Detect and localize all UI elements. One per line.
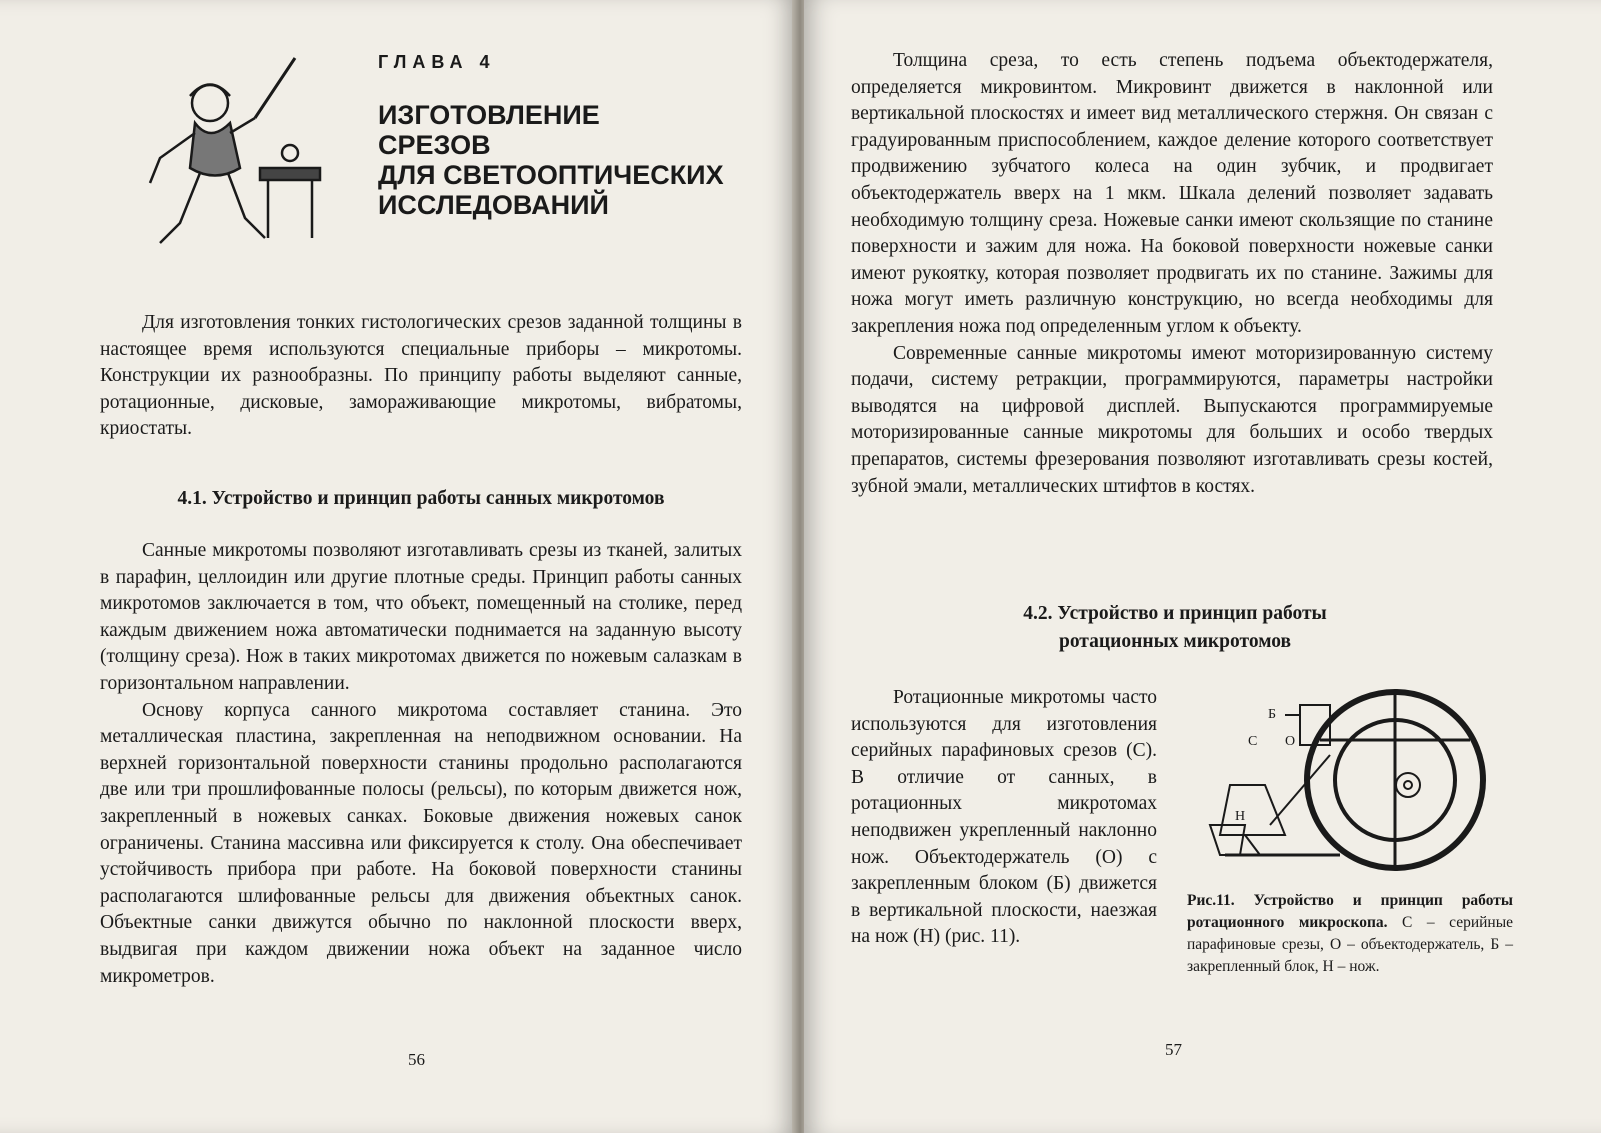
paragraph: Современные санные микротомы имеют моторизированную систему подачи, систему ретракции, программируются, параметры настройки выводятся на цифровой дисплей. Выпускаются программируемые моторизированные санные микротомы для больших и особо твердых препаратов, системы фрезерования позволяют изготавливать срезы костей, зубной эмали, металлических штифтов в костях. — [851, 342, 1493, 497]
section-heading-4-2 — [880, 600, 1470, 656]
knight-with-sword-illustration — [120, 48, 350, 258]
paragraph: Для изготовления тонких гистологических срезов заданной толщины в настоящее время используются специальные приборы – микротомы. Конструкции их разнообразны. По принципу работы выделяют санные, ротационные, дисковые, замораживающие микротомы, вибратомы, криостаты. — [100, 312, 742, 440]
figure-label-c: С — [1248, 734, 1258, 749]
section-4-1-text — [100, 538, 742, 990]
chapter-label: ГЛАВА 4 — [378, 52, 496, 72]
paragraph: Основу корпуса санного микротома составляет станина. Это металлическая пластина, закрепленная на неподвижном основании. На верхней горизонтальной поверхности станины продольно располагаются две или три прошлифованные полосы (рельсы), по которым движется нож, закрепленный в ножевых санках. Боковые движения ножевых санок ограничены. Станина массивна или фиксируется к столу. Она обеспечивает устойчивость прибора при работе. На боковой поверхности станины располагаются шлифованные рельсы для движения объектных санок. Объектные санки движутся обычно по наклонной плоскости вверх, выдвигая при каждом движении ножа объект на заданное число микрометров. — [100, 699, 742, 987]
chapter-title-line: ИЗГОТОВЛЕНИЕ — [378, 100, 600, 130]
paragraph: Толщина среза, то есть степень подъема объектодержателя, определяется микровинтом. Микровинт движется в наклонной или вертикальной плоскостях и имеет вид металлического стержня. Он связан с градуированным приспособлением, каждое деление которого соответствует продвижению зубчатого колеса на один зубчик, и продвигает объектодержатель вверх на 1 мкм. Шкала делений позволяет задавать необходимую толщину среза. Ножевые санки имеют скользящие по станине поверхности и зажим для ножа. На боковой поверхности ножевые санки имеют рукоятку, которая позволяет продвигать их по станине. Зажимы для ножа могут иметь различную конструкцию, но всегда необходимы для закрепления ножа под определенным углом к объекту. — [851, 50, 1493, 337]
figure-label-o: О — [1285, 734, 1296, 749]
section-heading-line: 4.2. Устройство и принцип работы — [1023, 603, 1327, 624]
paragraph: Санные микротомы позволяют изготавливать срезы из тканей, залитых в парафин, целлоидин или другие плотные среды. Принцип работы санных микротомов заключается в том, что объект, помещенный на столике, перед каждым движением ножа автоматически поднимается на заданную высоту (толщину среза). Нож в таких микротомах движется по ножевым салазкам в горизонтальном направлении. — [100, 540, 742, 694]
paragraph: Ротационные микротомы часто используются для изготовления серийных парафиновых срезов (С). В отличие от санных, в ротационных микротомах неподвижен укрепленный наклонно нож. Объектодержатель (О) с закрепленным блоком (Б) движется в вертикальной плоскости, наезжая на нож (Н) (рис. 11). — [851, 687, 1157, 948]
right-page-text — [851, 48, 1493, 500]
chapter-title-line: ДЛЯ СВЕТООПТИЧЕСКИХ — [378, 160, 724, 190]
section-heading-4-1: 4.1. Устройство и принцип работы санных микротомов — [177, 488, 665, 509]
section-heading-line: ротационных микротомов — [1058, 631, 1292, 652]
rotary-text — [851, 685, 1157, 951]
caption-text: С – серийные парафиновые срезы, О – объектодержатель, Б – закрепленный блок, Н – нож. — [1187, 914, 1514, 975]
intro-text — [100, 310, 742, 443]
caption-lead: Рис.11. Устройство и принцип работы ротационного микроскопа. — [1187, 892, 1513, 931]
figure-caption — [1187, 890, 1513, 978]
chapter-title-line: ИССЛЕДОВАНИЙ — [378, 190, 609, 220]
figure-label-b: Б — [1268, 707, 1277, 722]
chapter-title — [378, 100, 758, 220]
page-number-left: 56 — [408, 1050, 425, 1069]
chapter-title-line: СРЕЗОВ — [378, 130, 491, 160]
page-number-right: 57 — [1165, 1040, 1182, 1059]
figure-label-n: Н — [1235, 809, 1246, 824]
rotary-microtome-diagram — [1190, 685, 1508, 885]
